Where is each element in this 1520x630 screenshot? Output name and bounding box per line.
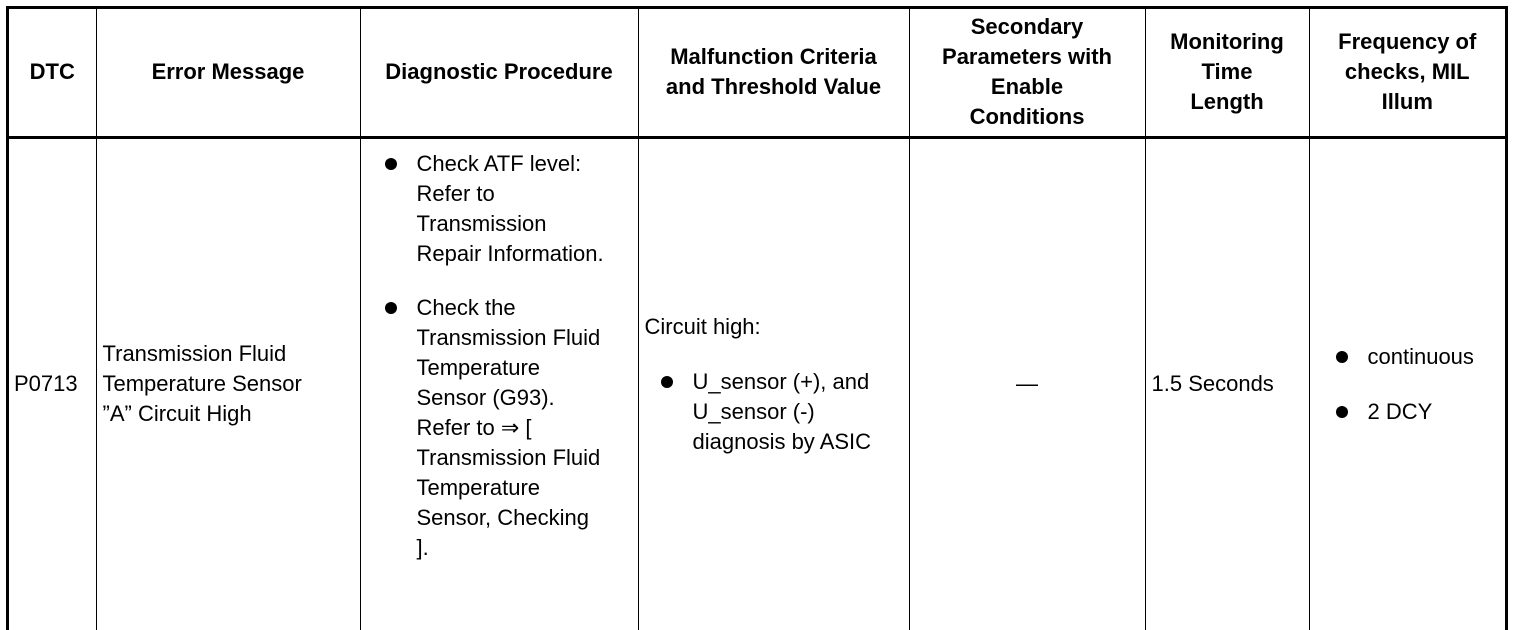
bullet-dot-icon bbox=[385, 302, 397, 314]
list-item: Check the Transmission Fluid Temperature Sensor (G93). Refer to ⇒ [ Transmission Fluid Temperature Sensor, Checking ]. bbox=[381, 293, 634, 563]
cell-secondary-parameters: — bbox=[909, 137, 1145, 630]
malfunction-intro: Circuit high: bbox=[644, 313, 761, 339]
header-malfunction-criteria: Malfunction Criteria and Threshold Value bbox=[638, 9, 909, 137]
cell-malfunction-criteria bbox=[638, 137, 909, 630]
header-dtc: DTC bbox=[9, 9, 96, 137]
cell-diagnostic-procedure bbox=[360, 137, 638, 630]
dtc-table bbox=[9, 9, 1505, 630]
malfunction-list bbox=[645, 367, 905, 457]
bullet-dot-icon bbox=[1336, 406, 1348, 418]
cell-dtc: P0713 bbox=[14, 371, 78, 397]
bullet-dot-icon bbox=[1336, 351, 1348, 363]
table-row bbox=[9, 137, 1505, 630]
list-item: continuous bbox=[1332, 342, 1506, 372]
header-diagnostic-procedure: Diagnostic Procedure bbox=[360, 9, 638, 137]
list-item: Check ATF level: Refer to Transmission Repair Information. bbox=[381, 149, 634, 269]
list-item: U_sensor (+), and U_sensor (-) diagnosis by ASIC bbox=[645, 367, 905, 457]
header-error-message: Error Message bbox=[96, 9, 360, 137]
header-monitoring-time: Monitoring Time Length bbox=[1145, 9, 1309, 137]
dtc-table-frame bbox=[6, 6, 1508, 630]
bullet-dot-icon bbox=[385, 158, 397, 170]
procedure-list bbox=[381, 149, 634, 563]
table-header bbox=[9, 9, 1505, 137]
header-row bbox=[9, 9, 1505, 137]
cell-error-message: Transmission Fluid Temperature Sensor ”A” Circuit High bbox=[96, 137, 360, 630]
cell-frequency bbox=[1309, 137, 1505, 630]
header-secondary-parameters: Secondary Parameters with Enable Conditions bbox=[909, 9, 1145, 137]
cell-monitoring-time: 1.5 Seconds bbox=[1145, 137, 1309, 630]
list-item: 2 DCY bbox=[1332, 397, 1506, 427]
frequency-list bbox=[1332, 342, 1506, 427]
bullet-dot-icon bbox=[661, 376, 673, 388]
header-frequency: Frequency of checks, MIL Illum bbox=[1309, 9, 1505, 137]
